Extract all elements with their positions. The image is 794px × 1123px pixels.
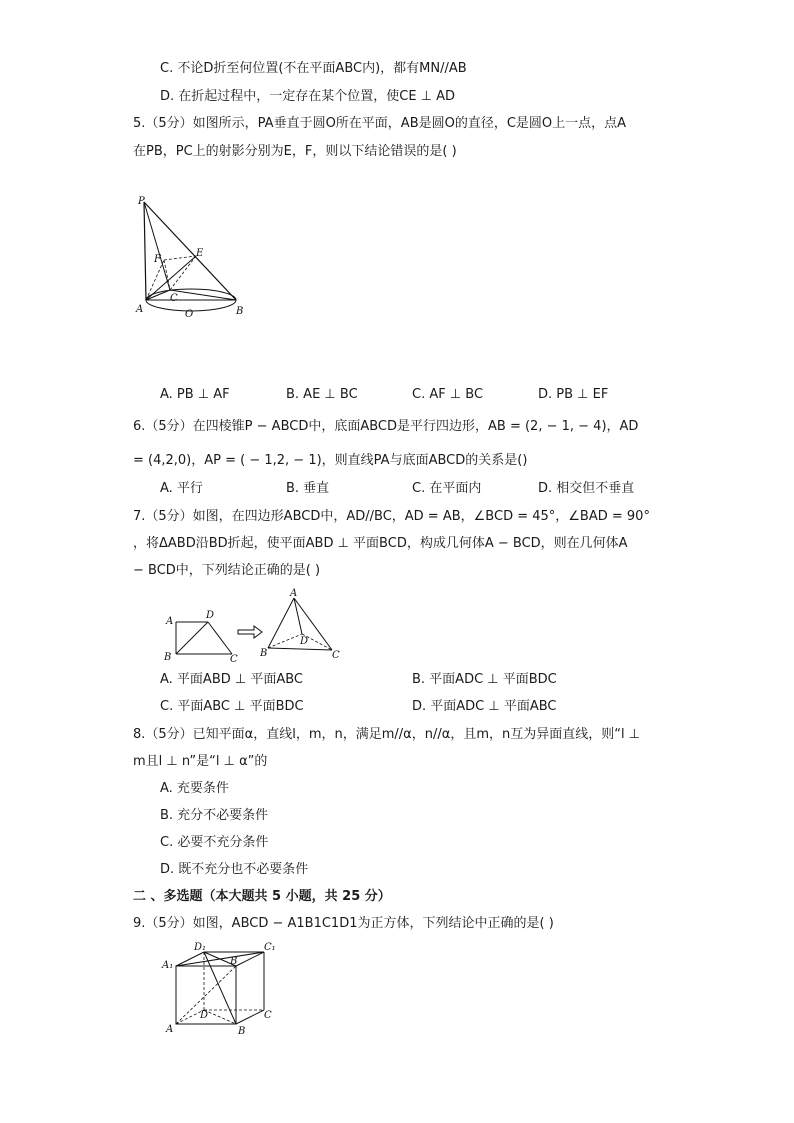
- q6-option-b: B. 垂直: [286, 481, 330, 496]
- q8-option-d: D. 既不充分也不必要条件: [160, 862, 309, 877]
- q7-stem-line3: − BCD中，下列结论正确的是( ): [133, 563, 321, 578]
- q7-option-d: D. 平面ADC ⊥ 平面ABC: [412, 699, 557, 714]
- q5-label-e: E: [196, 248, 204, 259]
- q8-stem-line2: m且l ⊥ n”是“l ⊥ α”的: [133, 754, 268, 769]
- q9-label-a1: A₁: [162, 960, 174, 971]
- q6-stem-line1: 6.（5分）在四棱锥P − ABCD中，底面ABCD是平行四边形，AB = (2, − 1, − 4)，AD: [133, 419, 639, 434]
- q5-option-a: A. PB ⊥ AF: [160, 387, 230, 402]
- q4-option-c: C. 不论D折至何位置(不在平面ABC内)，都有MN//AB: [160, 61, 467, 76]
- q8-option-c: C. 必要不充分条件: [160, 835, 269, 850]
- q5-label-p: P: [138, 196, 145, 207]
- q9-label-c: C: [264, 1010, 272, 1021]
- q6-option-c: C. 在平面内: [412, 481, 482, 496]
- q7-left-label-d: D: [206, 610, 215, 621]
- q8-option-a: A. 充要条件: [160, 781, 229, 796]
- q7-option-b: B. 平面ADC ⊥ 平面BDC: [412, 672, 557, 687]
- q7-option-c: C. 平面ABC ⊥ 平面BDC: [160, 699, 304, 714]
- q8-stem-line1: 8.（5分）已知平面α，直线l，m，n，满足m//α，n//α，且m，n互为异面直线，则“l ⊥: [133, 727, 641, 742]
- q5-label-o: O: [185, 309, 194, 320]
- q5-option-d: D. PB ⊥ EF: [538, 387, 609, 402]
- q7-option-a: A. 平面ABD ⊥ 平面ABC: [160, 672, 304, 687]
- q5-option-c: C. AF ⊥ BC: [412, 387, 484, 402]
- q9-label-d: D: [200, 1010, 209, 1021]
- q7-left-label-a: A: [166, 616, 174, 627]
- q8-option-b: B. 充分不必要条件: [160, 808, 269, 823]
- q5-stem-line1: 5.（5分）如图所示，PA垂直于圆O所在平面，AB是圆O的直径，C是圆O上一点，点A: [133, 116, 627, 131]
- q5-stem-line2: 在PB，PC上的射影分别为E，F，则以下结论错误的是( ): [133, 144, 457, 159]
- q9-label-a: A: [166, 1024, 174, 1035]
- q6-option-d: D. 相交但不垂直: [538, 481, 635, 496]
- q9-label-d1: D₁: [194, 942, 207, 953]
- q7-left-label-b: B: [164, 652, 172, 663]
- q5-label-b: B: [236, 306, 244, 317]
- q5-option-b: B. AE ⊥ BC: [286, 387, 358, 402]
- q7-right-label-c: C: [332, 650, 340, 661]
- q9-figure-cube: [160, 942, 280, 1037]
- q7-right-label-b: B: [260, 648, 268, 659]
- q5-figure-cone: [130, 190, 260, 330]
- q7-left-label-c: C: [230, 654, 238, 665]
- q7-stem-line2: ，将ΔABD沿BD折起，使平面ABD ⊥ 平面BCD，构成几何体A − BCD，则在几何体A: [133, 536, 628, 551]
- q7-stem-line1: 7.（5分）如图，在四边形ABCD中，AD//BC，AD = AB，∠BCD = 45°，∠BAD = 90°: [133, 509, 650, 524]
- q6-option-a: A. 平行: [160, 481, 203, 496]
- q9-label-b1: B: [230, 956, 238, 967]
- q6-stem-line2: = (4,2,0)，AP = ( − 1,2, − 1)，则直线PA与底面ABCD的关系是(): [133, 453, 528, 468]
- q5-label-a: A: [136, 304, 144, 315]
- q4-option-d: D. 在折起过程中，一定存在某个位置，使CE ⊥ AD: [160, 89, 456, 104]
- q7-figure-fold: [160, 588, 350, 663]
- q9-stem-line1: 9.（5分）如图，ABCD − A1B1C1D1为正方体，下列结论中正确的是( ): [133, 916, 554, 931]
- q7-right-label-d: D: [300, 636, 309, 647]
- q9-label-c1: C₁: [264, 942, 276, 953]
- q5-label-c: C: [170, 293, 178, 304]
- q9-label-b: B: [238, 1026, 246, 1037]
- section-heading-multiple-choice: 二 、多选题（本大题共 5 小题，共 25 分）: [133, 889, 391, 904]
- q5-label-f: F: [154, 254, 161, 265]
- q7-right-label-a: A: [290, 588, 298, 599]
